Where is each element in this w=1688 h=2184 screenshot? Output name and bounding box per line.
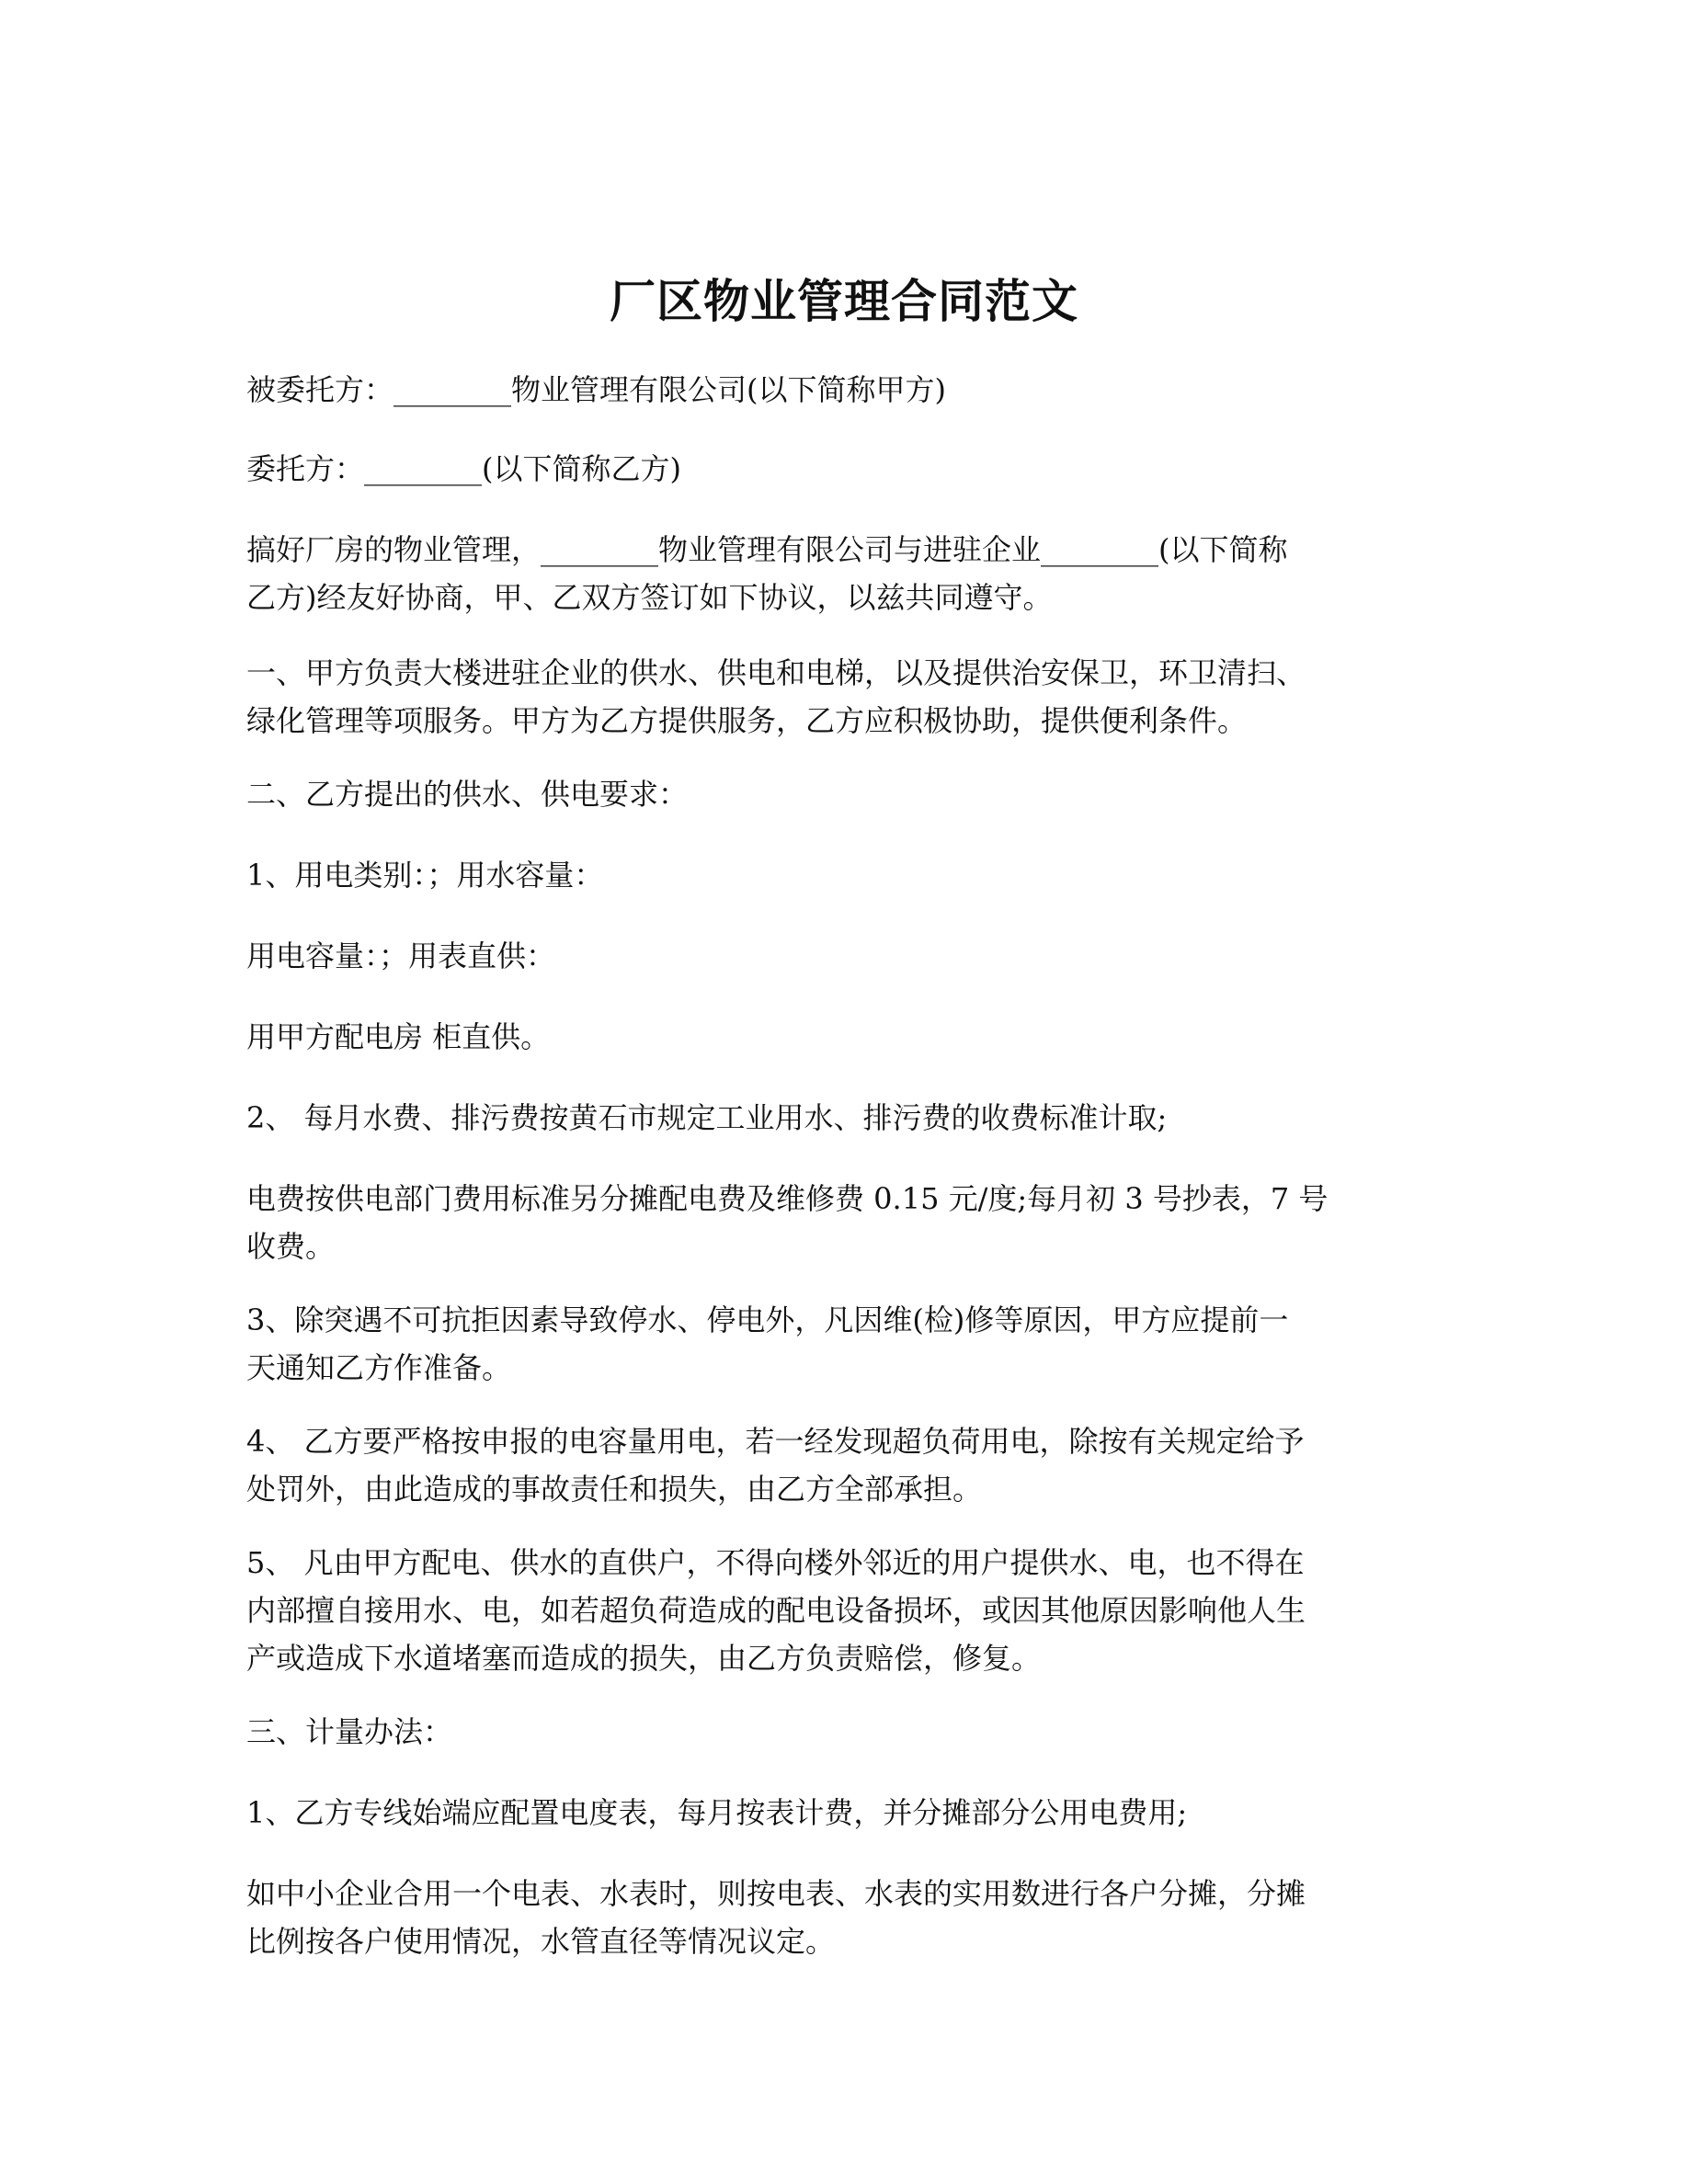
text-line: 二、乙方提出的供水、供电要求： (246, 777, 689, 812)
text-line: 收费。 (246, 1229, 336, 1264)
paragraph-clause-2-1c (246, 1013, 1443, 1061)
paragraph-clause-2-5 (246, 1539, 1443, 1682)
text-line: 绿化管理等项服务。甲方为乙方提供服务，乙方应积极协助，提供便利条件。 (246, 703, 1248, 738)
paragraph-clause-2-1b (246, 932, 1443, 980)
paragraph-clause-2-1a (246, 851, 1443, 899)
paragraph-clause-2-heading (246, 770, 1443, 818)
paragraph-preamble (246, 526, 1443, 621)
text-line: 三、计量办法： (246, 1714, 453, 1749)
text-line: 用甲方配电房 柜直供。 (246, 1019, 551, 1054)
text-line: 电费按供电部门费用标准另分摊配电费及维修费 0.15 元/度;每月初 3 号抄表，7 号 (246, 1181, 1329, 1216)
text-line: 乙方)经友好协商，甲、乙双方签订如下协议，以兹共同遵守。 (246, 580, 1053, 615)
paragraph-clause-2-4 (246, 1417, 1443, 1513)
text-line: 1、乙方专线始端应配置电度表，每月按表计费，并分摊部分公用电费用; (246, 1795, 1188, 1830)
text-line: 处罚外，由此造成的事故责任和损失，由乙方全部承担。 (246, 1472, 983, 1507)
text-line: 1、用电类别：；用水容量： (246, 858, 604, 893)
paragraph-clause-3-1b (246, 1870, 1443, 1965)
text-line: 如中小企业合用一个电表、水表时，则按电表、水表的实用数进行各户分摊，分摊 (246, 1876, 1306, 1911)
paragraph-clause-3-heading (246, 1708, 1443, 1756)
paragraph-clause-2-3 (246, 1296, 1443, 1392)
text-line: 一、甲方负责大楼进驻企业的供水、供电和电梯，以及提供治安保卫，环卫清扫、 (246, 655, 1306, 690)
paragraph-entrusting-party (246, 445, 1443, 493)
text-line: 内部擅自接用水、电，如若超负荷造成的配电设备损坏，或因其他原因影响他人生 (246, 1593, 1306, 1628)
paragraph-clause-1 (246, 649, 1443, 745)
text-line: 3、除突遇不可抗拒因素导致停水、停电外，凡因维(检)修等原因，甲方应提前一 (246, 1302, 1289, 1337)
text-line: 被委托方：________物业管理有限公司(以下简称甲方) (246, 372, 946, 407)
text-line: 用电容量：；用表直供： (246, 938, 556, 973)
text-line: 5、 凡由甲方配电、供水的直供户，不得向楼外邻近的用户提供水、电，也不得在 (246, 1545, 1305, 1580)
text-line: 比例按各户使用情况，水管直径等情况议定。 (246, 1924, 836, 1959)
text-line: 产或造成下水道堵塞而造成的损失，由乙方负责赔偿，修复。 (246, 1641, 1042, 1676)
document-title: 厂区物业管理合同范文 (610, 274, 1078, 328)
text-line: 2、 每月水费、排污费按黄石市规定工业用水、排污费的收费标准计取; (246, 1100, 1168, 1135)
text-line: 天通知乙方作准备。 (246, 1350, 512, 1385)
text-line: 搞好厂房的物业管理，________物业管理有限公司与进驻企业________(以下简称 (246, 532, 1288, 567)
paragraph-clause-3-1a (246, 1789, 1443, 1837)
text-line: 4、 乙方要严格按申报的电容量用电，若一经发现超负荷用电，除按有关规定给予 (246, 1424, 1305, 1459)
text-line: 委托方：________(以下简称乙方) (246, 451, 681, 486)
paragraph-clause-2-2a (246, 1094, 1443, 1142)
paragraph-clause-2-2b (246, 1175, 1443, 1270)
paragraph-entrusted-party (246, 366, 1443, 414)
